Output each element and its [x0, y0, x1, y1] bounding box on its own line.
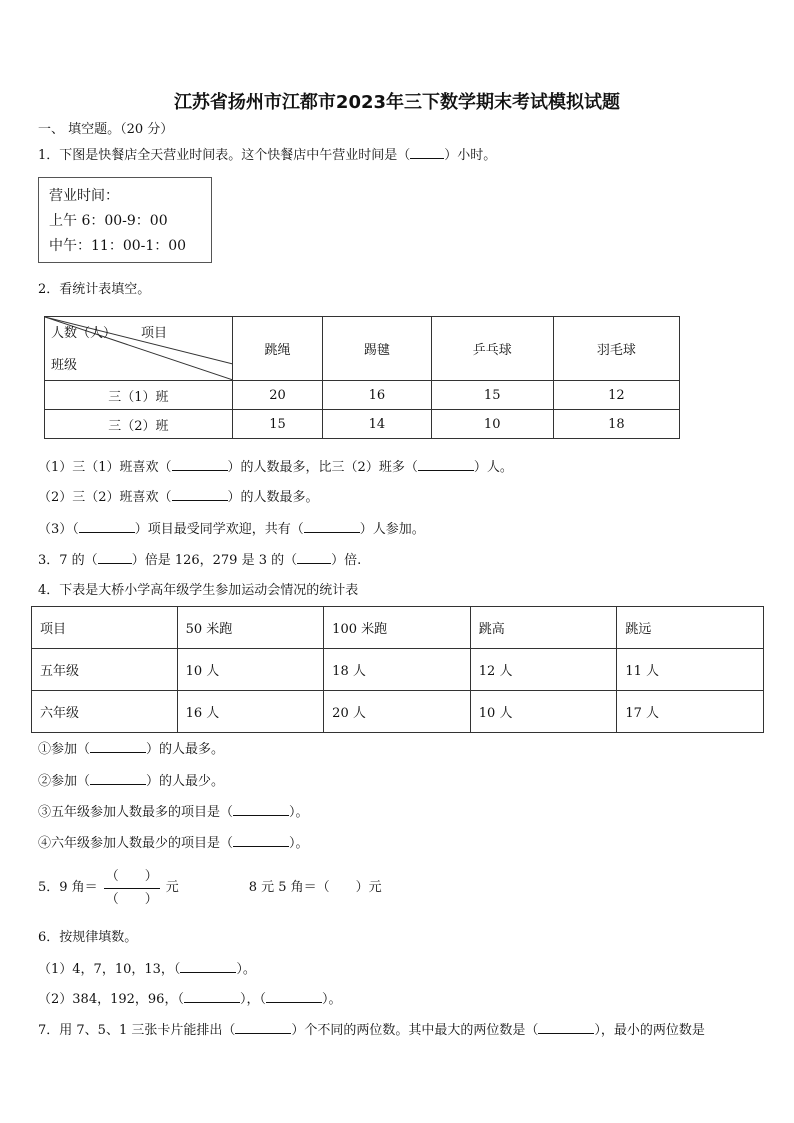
- question-1: 1．下图是快餐店全天营业时间表。这个快餐店中午营业时间是（ ）小时。: [38, 148, 497, 163]
- answer-blank[interactable]: [538, 1021, 594, 1034]
- question-5: 5．9 角＝ $\frac{( )}{( )}$ 元 8 元 5 角＝（ ）元: [38, 868, 382, 907]
- answer-blank[interactable]: [233, 834, 289, 847]
- column-header: 跳远: [617, 607, 764, 649]
- answer-blank[interactable]: [98, 551, 132, 564]
- answer-blank[interactable]: [90, 740, 146, 753]
- answer-blank[interactable]: [418, 458, 474, 471]
- answer-blank[interactable]: [184, 990, 240, 1003]
- answer-blank[interactable]: [266, 990, 322, 1003]
- table-cell: 14: [323, 410, 431, 439]
- answer-blank[interactable]: [297, 551, 331, 564]
- row-label: 五年级: [32, 649, 178, 691]
- column-header: 项目: [32, 607, 178, 649]
- question-2: 2．看统计表填空。: [38, 282, 151, 297]
- fraction-denominator[interactable]: （ ）: [105, 891, 158, 907]
- column-header: 乒乓球: [431, 317, 553, 381]
- table-cell: 10 人: [470, 691, 617, 733]
- box-line: 营业时间：: [49, 188, 119, 204]
- question-4: 4．下表是大桥小学高年级学生参加运动会情况的统计表: [38, 583, 359, 598]
- question-6-part-1: （1）4，7，10，13，（ ）。: [38, 962, 256, 977]
- question-4-part-1: ①参加（ ）的人最多。: [38, 742, 225, 757]
- table-cell: 20 人: [324, 691, 471, 733]
- section-heading: 一、 填空题。（20 分）: [38, 122, 174, 137]
- column-header: 100 米跑: [324, 607, 471, 649]
- box-line: 中午：11：00-1：00: [49, 238, 187, 254]
- question-7: 7．用 7、5、1 三张卡片能排出（ ）个不同的两位数。其中最大的两位数是（ ），最小的两位数是: [38, 1023, 705, 1038]
- table-cell: 11 人: [617, 649, 764, 691]
- question-6-part-2: （2）384，192，96，（ ），（ ）。: [38, 992, 342, 1007]
- question-2-part-1: （1）三（1）班喜欢（ ）的人数最多，比三（2）班多（ ）人。: [38, 460, 513, 475]
- answer-blank[interactable]: [235, 1021, 291, 1034]
- table-cell: 12 人: [470, 649, 617, 691]
- table-cell: 20: [232, 381, 322, 410]
- table-cell: 15: [431, 381, 553, 410]
- sports-table: [44, 316, 680, 439]
- corner-label: 项目: [141, 326, 168, 341]
- question-4-part-4: ④六年级参加人数最少的项目是（ ）。: [38, 836, 309, 851]
- answer-blank[interactable]: [172, 488, 228, 501]
- question-2-part-3: （3）（ ）项目最受同学欢迎，共有（ ）人参加。: [38, 522, 425, 537]
- question-2-part-2: （2）三（2）班喜欢（ ）的人数最多。: [38, 490, 319, 505]
- box-line: 上午 6：00-9：00: [49, 213, 168, 229]
- answer-blank[interactable]: [233, 803, 289, 816]
- table-cell: 15: [232, 410, 322, 439]
- table-cell: 10: [431, 410, 553, 439]
- table-row: [32, 691, 764, 733]
- row-label: 三（2）班: [45, 410, 233, 439]
- table-header-row: [32, 607, 764, 649]
- corner-label: 人数（人）: [51, 326, 117, 341]
- question-4-part-2: ②参加（ ）的人最少。: [38, 774, 225, 789]
- question-3: 3．7 的（ ）倍是 126，279 是 3 的（ ）倍.: [38, 553, 362, 568]
- answer-blank[interactable]: [90, 772, 146, 785]
- table-row: [32, 649, 764, 691]
- row-label: 三（1）班: [45, 381, 233, 410]
- row-label: 六年级: [32, 691, 178, 733]
- sports-meet-table: [31, 606, 764, 733]
- table-cell: 18: [553, 410, 679, 439]
- answer-blank[interactable]: [172, 458, 228, 471]
- table-row: [45, 381, 680, 410]
- answer-blank[interactable]: [410, 146, 444, 159]
- table-row: [45, 410, 680, 439]
- table-header-row: [45, 317, 680, 381]
- business-hours-box: [38, 177, 212, 263]
- column-header: 跳绳: [232, 317, 322, 381]
- column-header: 羽毛球: [553, 317, 679, 381]
- answer-blank[interactable]: [180, 960, 236, 973]
- table-cell: 12: [553, 381, 679, 410]
- column-header: 踢毽: [323, 317, 431, 381]
- question-4-part-3: ③五年级参加人数最多的项目是（ ）。: [38, 805, 309, 820]
- answer-blank[interactable]: [79, 520, 135, 533]
- fraction: [104, 868, 160, 909]
- fraction-numerator[interactable]: （ ）: [104, 868, 160, 889]
- table-cell: 16: [323, 381, 431, 410]
- column-header: 50 米跑: [177, 607, 324, 649]
- table-cell: 17 人: [617, 691, 764, 733]
- column-header: 跳高: [470, 607, 617, 649]
- table-cell: 10 人: [177, 649, 324, 691]
- table-cell: 16 人: [177, 691, 324, 733]
- answer-blank[interactable]: [304, 520, 360, 533]
- diagonal-header-cell: [45, 317, 233, 381]
- question-6: 6．按规律填数。: [38, 930, 138, 945]
- corner-label: 班级: [51, 358, 78, 373]
- table-cell: 18 人: [324, 649, 471, 691]
- page-title: 江苏省扬州市江都市2023年三下数学期末考试模拟试题: [173, 92, 621, 113]
